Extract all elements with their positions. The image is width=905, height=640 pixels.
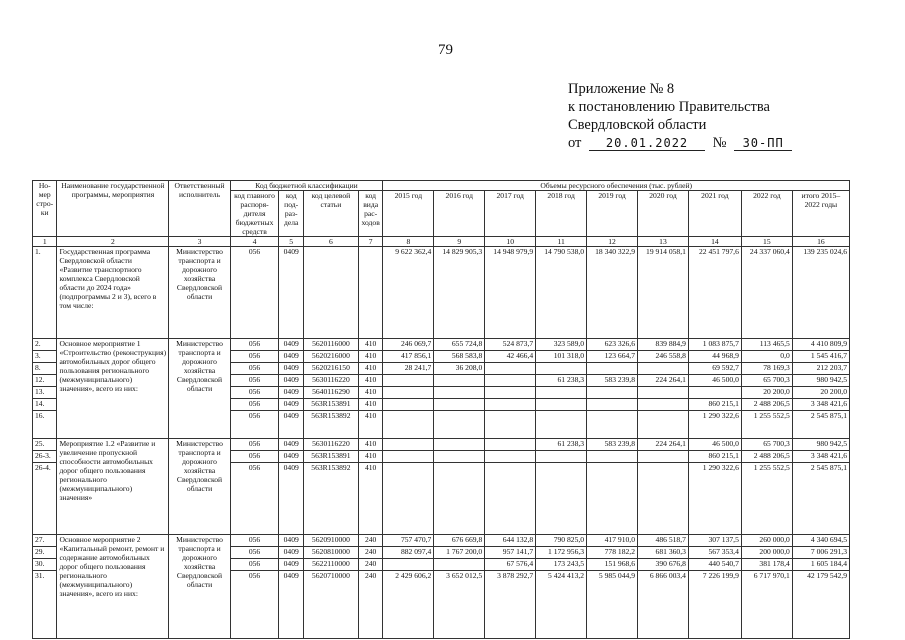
row-number: 30. [33, 559, 57, 571]
year-value [485, 363, 536, 375]
row-number: 13. [33, 387, 57, 399]
total-value: 7 006 291,3 [792, 547, 849, 559]
year-value [434, 439, 485, 451]
code-sub: 0409 [279, 439, 303, 451]
column-number: 6 [303, 237, 358, 247]
year-value: 381 178,4 [741, 559, 792, 571]
code-target: 563R153892 [303, 463, 358, 535]
year-value: 246 069,7 [383, 339, 434, 351]
year-value [587, 451, 638, 463]
year-value: 14 829 905,3 [434, 247, 485, 339]
code-main: 056 [230, 535, 279, 547]
year-value: 123 664,7 [587, 351, 638, 363]
column-number: 13 [638, 237, 689, 247]
header-year: 2017 год [485, 191, 536, 237]
year-value [638, 463, 689, 535]
year-value: 224 264,1 [638, 439, 689, 451]
total-value: 3 348 421,6 [792, 451, 849, 463]
code-main: 056 [230, 351, 279, 363]
year-value: 44 968,9 [688, 351, 741, 363]
table-body [33, 247, 850, 639]
year-value [434, 451, 485, 463]
code-type [358, 247, 382, 339]
year-value: 860 215,1 [688, 451, 741, 463]
year-value: 1 767 200,0 [434, 547, 485, 559]
code-type: 410 [358, 399, 382, 411]
code-sub: 0409 [279, 559, 303, 571]
year-value [536, 451, 587, 463]
appendix-line3: Свердловской области [568, 117, 707, 133]
total-value: 20 200,0 [792, 387, 849, 399]
year-value [485, 439, 536, 451]
code-type: 240 [358, 559, 382, 571]
code-type: 410 [358, 387, 382, 399]
column-number: 4 [230, 237, 279, 247]
year-value [536, 363, 587, 375]
year-value: 655 724,8 [434, 339, 485, 351]
year-value: 882 097,4 [383, 547, 434, 559]
year-value [587, 463, 638, 535]
year-value: 22 451 797,6 [688, 247, 741, 339]
year-value: 78 169,3 [741, 363, 792, 375]
code-type: 240 [358, 547, 382, 559]
header-year: итого 2015–2022 годы [792, 191, 849, 237]
code-target: 563R153891 [303, 399, 358, 411]
number-prefix: № [712, 135, 727, 151]
year-value: 61 238,3 [536, 375, 587, 387]
year-value [383, 463, 434, 535]
code-sub: 0409 [279, 411, 303, 439]
column-number: 1 [33, 237, 57, 247]
total-value: 2 545 875,1 [792, 411, 849, 439]
responsible-executor: Министерство транспорта и дорожного хозяйства Свердловской области [169, 535, 230, 639]
appendix-header [568, 80, 792, 152]
year-value: 2 488 206,5 [741, 399, 792, 411]
code-target: 5620710000 [303, 571, 358, 639]
row-number: 16. [33, 411, 57, 439]
year-value: 1 083 875,7 [688, 339, 741, 351]
total-value: 139 235 024,6 [792, 247, 849, 339]
column-number: 3 [169, 237, 230, 247]
code-main: 056 [230, 547, 279, 559]
header-year: 2021 год [688, 191, 741, 237]
decree-number: 30-ПП [734, 136, 792, 151]
header-code-main: код главного распоря-дителя бюджетных средств [230, 191, 279, 237]
total-value: 42 179 542,9 [792, 571, 849, 639]
total-value: 4 340 694,5 [792, 535, 849, 547]
code-target: 5640116290 [303, 387, 358, 399]
row-number: 8. [33, 363, 57, 375]
code-target: 5620810000 [303, 547, 358, 559]
year-value: 3 878 292,7 [485, 571, 536, 639]
year-value: 20 200,0 [741, 387, 792, 399]
column-number: 12 [587, 237, 638, 247]
appendix-date-line [568, 134, 792, 152]
year-value [587, 387, 638, 399]
total-value: 3 348 421,6 [792, 399, 849, 411]
year-value [485, 451, 536, 463]
year-value: 18 340 322,9 [587, 247, 638, 339]
year-value: 6 866 003,4 [638, 571, 689, 639]
code-sub: 0409 [279, 399, 303, 411]
code-type: 410 [358, 463, 382, 535]
program-name: Государственная программа Свердловской области «Развитие транспортного комплекса Свердловской области до 2024 года» (подпрограммы 2 и 3), всего в том числе: [57, 247, 169, 339]
year-value [688, 387, 741, 399]
table-row [33, 439, 850, 451]
row-number: 26-3. [33, 451, 57, 463]
row-number: 31. [33, 571, 57, 639]
decree-date: 20.01.2022 [589, 136, 705, 151]
total-value: 1 605 184,4 [792, 559, 849, 571]
year-value: 1 255 552,5 [741, 463, 792, 535]
year-value: 486 518,7 [638, 535, 689, 547]
column-number: 9 [434, 237, 485, 247]
table-row [33, 339, 850, 351]
code-target: 5620216000 [303, 351, 358, 363]
year-value: 957 141,7 [485, 547, 536, 559]
header-year: 2018 год [536, 191, 587, 237]
code-sub: 0409 [279, 451, 303, 463]
code-main: 056 [230, 399, 279, 411]
year-value: 417 856,1 [383, 351, 434, 363]
year-value: 323 589,0 [536, 339, 587, 351]
row-number: 14. [33, 399, 57, 411]
year-value [536, 411, 587, 439]
year-value: 1 172 956,3 [536, 547, 587, 559]
code-target: 5620216150 [303, 363, 358, 375]
column-number: 2 [57, 237, 169, 247]
code-main: 056 [230, 247, 279, 339]
code-type: 410 [358, 411, 382, 439]
code-target: 5630116220 [303, 375, 358, 387]
code-target: 563R153891 [303, 451, 358, 463]
responsible-executor: Министерство транспорта и дорожного хозяйства Свердловской области [169, 339, 230, 439]
year-value [383, 411, 434, 439]
year-value: 173 243,5 [536, 559, 587, 571]
code-target: 5630116220 [303, 439, 358, 451]
header-year: 2015 год [383, 191, 434, 237]
code-target: 5620910000 [303, 535, 358, 547]
column-number: 14 [688, 237, 741, 247]
year-value: 113 465,5 [741, 339, 792, 351]
column-number: 16 [792, 237, 849, 247]
year-value [434, 463, 485, 535]
year-value: 681 360,3 [638, 547, 689, 559]
header-year: 2016 год [434, 191, 485, 237]
year-value [485, 411, 536, 439]
code-sub: 0409 [279, 547, 303, 559]
year-value: 36 208,0 [434, 363, 485, 375]
year-value [536, 387, 587, 399]
year-value: 307 137,5 [688, 535, 741, 547]
year-value [434, 375, 485, 387]
year-value: 151 968,6 [587, 559, 638, 571]
year-value [383, 375, 434, 387]
year-value: 65 700,3 [741, 439, 792, 451]
year-value: 224 264,1 [638, 375, 689, 387]
year-value [485, 375, 536, 387]
year-value: 417 910,0 [587, 535, 638, 547]
year-value [383, 559, 434, 571]
year-value: 1 255 552,5 [741, 411, 792, 439]
year-value [638, 387, 689, 399]
row-number: 3. [33, 351, 57, 363]
year-value: 3 652 012,5 [434, 571, 485, 639]
year-value [485, 463, 536, 535]
year-value [638, 363, 689, 375]
year-value: 790 825,0 [536, 535, 587, 547]
code-main: 056 [230, 339, 279, 351]
year-value: 757 470,7 [383, 535, 434, 547]
page-number: 79 [438, 42, 453, 58]
year-value: 61 238,3 [536, 439, 587, 451]
year-value: 778 182,2 [587, 547, 638, 559]
program-name: Основное мероприятие 2 «Капитальный ремонт, ремонт и содержание автомобильных дорог общего пользования регионального (межмуниципального) значения», всего из них: [57, 535, 169, 639]
year-value: 6 717 970,1 [741, 571, 792, 639]
year-value: 0,0 [741, 351, 792, 363]
code-type: 410 [358, 375, 382, 387]
year-value [638, 451, 689, 463]
row-number: 12. [33, 375, 57, 387]
header-row-1 [33, 181, 850, 191]
year-value [434, 411, 485, 439]
year-value: 860 215,1 [688, 399, 741, 411]
code-type: 240 [358, 535, 382, 547]
year-value [383, 399, 434, 411]
year-value [383, 387, 434, 399]
year-value: 583 239,8 [587, 375, 638, 387]
year-value: 246 558,8 [638, 351, 689, 363]
column-number: 15 [741, 237, 792, 247]
year-value [638, 399, 689, 411]
code-main: 056 [230, 451, 279, 463]
code-sub: 0409 [279, 363, 303, 375]
year-value: 2 488 206,5 [741, 451, 792, 463]
code-sub: 0409 [279, 535, 303, 547]
code-target: 563R153892 [303, 411, 358, 439]
year-value [434, 559, 485, 571]
code-target [303, 247, 358, 339]
year-value: 46 500,0 [688, 439, 741, 451]
year-value: 14 790 538,0 [536, 247, 587, 339]
header-year: 2020 год [638, 191, 689, 237]
code-type: 410 [358, 439, 382, 451]
year-value: 390 676,8 [638, 559, 689, 571]
code-target: 5620116000 [303, 339, 358, 351]
column-number-row [33, 237, 850, 247]
year-value: 28 241,7 [383, 363, 434, 375]
code-sub: 0409 [279, 351, 303, 363]
header-responsible: Ответственный исполнитель [169, 181, 230, 237]
year-value: 583 239,8 [587, 439, 638, 451]
year-value [485, 387, 536, 399]
resource-table [32, 180, 850, 639]
total-value: 980 942,5 [792, 375, 849, 387]
code-main: 056 [230, 363, 279, 375]
year-value: 644 132,8 [485, 535, 536, 547]
code-sub: 0409 [279, 387, 303, 399]
table-row [33, 247, 850, 339]
code-type: 410 [358, 351, 382, 363]
responsible-executor: Министерство транспорта и дорожного хозяйства Свердловской области [169, 247, 230, 339]
year-value: 260 000,0 [741, 535, 792, 547]
year-value: 524 873,7 [485, 339, 536, 351]
code-sub: 0409 [279, 375, 303, 387]
year-value [587, 363, 638, 375]
header-year: 2019 год [587, 191, 638, 237]
year-value: 19 914 058,1 [638, 247, 689, 339]
header-year: 2022 год [741, 191, 792, 237]
code-sub: 0409 [279, 463, 303, 535]
year-value [587, 411, 638, 439]
code-main: 056 [230, 559, 279, 571]
year-value: 839 884,9 [638, 339, 689, 351]
year-value: 42 466,4 [485, 351, 536, 363]
table-row [33, 535, 850, 547]
year-value: 440 540,7 [688, 559, 741, 571]
code-main: 056 [230, 463, 279, 535]
code-main: 056 [230, 387, 279, 399]
row-number: 27. [33, 535, 57, 547]
year-value: 567 353,4 [688, 547, 741, 559]
code-type: 240 [358, 571, 382, 639]
header-code-sub: код под-раз-дела [279, 191, 303, 237]
year-value [536, 399, 587, 411]
appendix-title: Приложение № 8 [568, 81, 675, 97]
column-number: 10 [485, 237, 536, 247]
year-value: 5 985 044,9 [587, 571, 638, 639]
year-value: 2 429 606,2 [383, 571, 434, 639]
total-value: 1 545 416,7 [792, 351, 849, 363]
code-main: 056 [230, 571, 279, 639]
year-value: 1 290 322,6 [688, 463, 741, 535]
column-number: 5 [279, 237, 303, 247]
year-value: 14 948 979,9 [485, 247, 536, 339]
year-value: 5 424 413,2 [536, 571, 587, 639]
year-value [485, 399, 536, 411]
year-value: 568 583,8 [434, 351, 485, 363]
row-number: 25. [33, 439, 57, 451]
row-number: 26-4. [33, 463, 57, 535]
code-main: 056 [230, 411, 279, 439]
header-volume: Объемы ресурсного обеспечения (тыс. рублей) [383, 181, 850, 191]
year-value [536, 463, 587, 535]
year-value: 65 700,3 [741, 375, 792, 387]
year-value: 24 337 060,4 [741, 247, 792, 339]
total-value: 2 545 875,1 [792, 463, 849, 535]
total-value: 212 203,7 [792, 363, 849, 375]
code-type: 410 [358, 339, 382, 351]
year-value: 623 326,6 [587, 339, 638, 351]
year-value: 7 226 199,9 [688, 571, 741, 639]
year-value [434, 399, 485, 411]
year-value: 101 318,0 [536, 351, 587, 363]
year-value [587, 399, 638, 411]
code-sub: 0409 [279, 339, 303, 351]
column-number: 11 [536, 237, 587, 247]
year-value [434, 387, 485, 399]
program-name: Мероприятие 1.2 «Развитие и увеличение пропускной способности автомобильных дорог общего пользования регионального (межмуниципального) значения» [57, 439, 169, 535]
code-target: 5622110000 [303, 559, 358, 571]
date-prefix: от [568, 135, 582, 151]
code-type: 410 [358, 363, 382, 375]
header-code-type: код вида рас-ходов [358, 191, 382, 237]
header-code-target: код целевой статьи [303, 191, 358, 237]
year-value: 9 622 362,4 [383, 247, 434, 339]
column-number: 8 [383, 237, 434, 247]
year-value: 676 669,8 [434, 535, 485, 547]
year-value: 69 592,7 [688, 363, 741, 375]
code-type: 410 [358, 451, 382, 463]
column-number: 7 [358, 237, 382, 247]
header-row-num: Но-мер стро-ки [33, 181, 57, 237]
header-budget-code: Код бюджетной классификации [230, 181, 383, 191]
code-main: 056 [230, 375, 279, 387]
year-value: 1 290 322,6 [688, 411, 741, 439]
row-number: 1. [33, 247, 57, 339]
row-number: 2. [33, 339, 57, 351]
year-value: 67 576,4 [485, 559, 536, 571]
header-name: Наименование государственной программы, мероприятия [57, 181, 169, 237]
total-value: 980 942,5 [792, 439, 849, 451]
responsible-executor: Министерство транспорта и дорожного хозяйства Свердловской области [169, 439, 230, 535]
code-sub: 0409 [279, 247, 303, 339]
total-value: 4 410 809,9 [792, 339, 849, 351]
year-value [383, 451, 434, 463]
row-number: 29. [33, 547, 57, 559]
year-value [383, 439, 434, 451]
code-main: 056 [230, 439, 279, 451]
code-sub: 0409 [279, 571, 303, 639]
year-value [638, 411, 689, 439]
appendix-line2: к постановлению Правительства [568, 99, 770, 115]
year-value: 200 000,0 [741, 547, 792, 559]
year-value: 46 500,0 [688, 375, 741, 387]
program-name: Основное мероприятие 1 «Строительство (реконструкция) автомобильных дорог общего пользования регионального (межмуниципального) значения», всего из них: [57, 339, 169, 439]
